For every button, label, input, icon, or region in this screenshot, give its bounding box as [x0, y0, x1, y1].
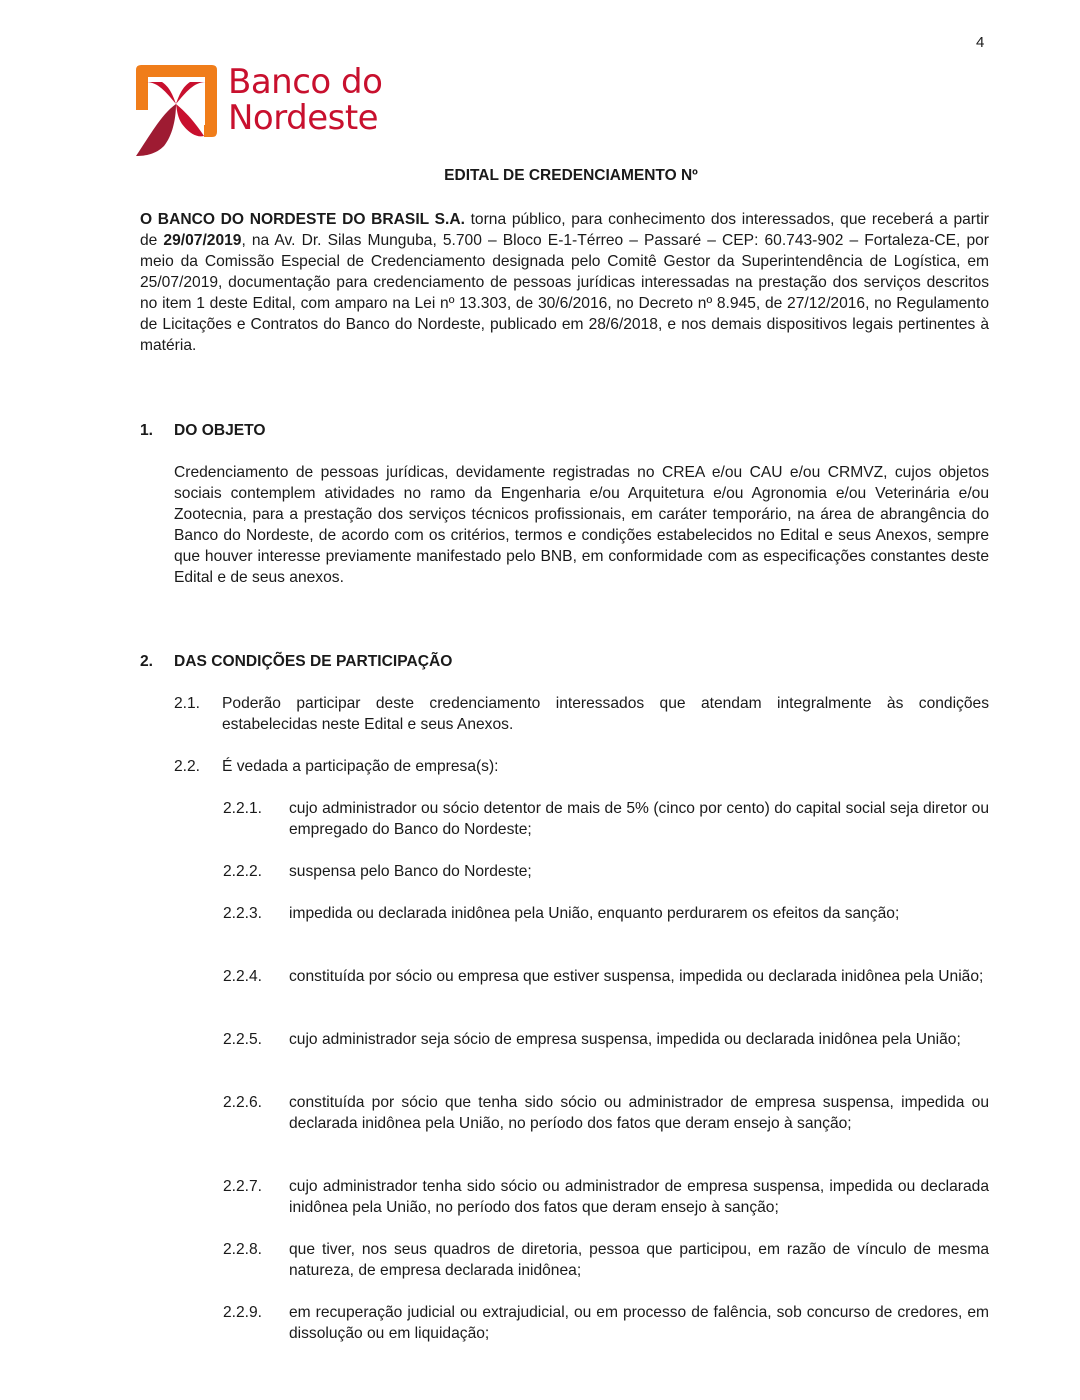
bank-name: O BANCO DO NORDESTE DO BRASIL S.A.: [140, 211, 465, 228]
item-number: 2.1.: [174, 695, 201, 712]
start-date: 29/07/2019: [163, 232, 242, 249]
item-text: É vedada a participação de empresa(s):: [222, 758, 499, 775]
item-text: constituída por sócio que tenha sido sócio ou administrador de empresa suspensa, impedida ou declarada inidônea pela União, no período dos fatos que deram ensejo à sanção;: [289, 1094, 989, 1132]
item-number: 2.2.4.: [223, 968, 263, 985]
logo-emblem-icon: [132, 62, 222, 158]
intro-paragraph: [140, 209, 989, 356]
item-text: cujo administrador tenha sido sócio ou administrador de empresa suspensa, impedida ou declarada inidônea pela União, no período dos fatos que deram ensejo à sanção;: [289, 1178, 989, 1216]
item-number: 2.2.1.: [223, 800, 263, 817]
item-number: 2.2.9.: [223, 1304, 263, 1321]
page-number: 4: [976, 34, 985, 51]
item-number: 2.2.2.: [223, 863, 263, 880]
section-number: 2.: [140, 653, 154, 670]
intro-part-1: torna público, para conhecimento dos interessados, que receberá a partir de: [140, 211, 989, 249]
item-text: cujo administrador ou sócio detentor de mais de 5% (cinco por cento) do capital social seja diretor ou empregado do Banco do Nordeste;: [289, 800, 989, 838]
item-number: 2.2.3.: [223, 905, 263, 922]
item-number: 2.2.8.: [223, 1241, 263, 1258]
item-text: suspensa pelo Banco do Nordeste;: [289, 863, 532, 880]
item-text: constituída por sócio ou empresa que estiver suspensa, impedida ou declarada inidônea pela União;: [289, 968, 984, 985]
section-number: 1.: [140, 422, 154, 439]
item-text: em recuperação judicial ou extrajudicial, ou em processo de falência, sob concurso de credores, em dissolução ou em liquidação;: [289, 1304, 989, 1342]
item-number: 2.2.7.: [223, 1178, 263, 1195]
item-text: Poderão participar deste credenciamento interessados que atendam integralmente às condições estabelecidas neste Edital e seus Anexos.: [222, 695, 989, 733]
section-title: DAS CONDIÇÕES DE PARTICIPAÇÃO: [174, 653, 453, 670]
item-text: cujo administrador seja sócio de empresa suspensa, impedida ou declarada inidônea pela União;: [289, 1031, 961, 1048]
title-text: EDITAL DE CREDENCIAMENTO Nº: [444, 167, 698, 184]
item-number: 2.2.6.: [223, 1094, 263, 1111]
bank-logo: [132, 62, 402, 158]
section-1-text: Credenciamento de pessoas jurídicas, devidamente registradas no CREA e/ou CAU e/ou CRMVZ, cujos objetos sociais contemplem atividades no ramo da Engenharia e/ou Arquitetura e/ou Agronomia e/ou Veterinária e/ou Zootecnia, para a prestação dos serviços técnicos profissionais, em caráter temporário, na área de abrangência do Banco do Nordeste, de acordo com os critérios, termos e condições estabelecidos no Edital e seus Anexos, sempre que houver interesse previamente manifestado pelo BNB, em conformidade com as especificações constantes deste Edital e de seus anexos.: [174, 464, 989, 586]
logo-line-2: Nordeste: [228, 98, 379, 138]
document-title: [0, 167, 1080, 185]
logo-wordmark: [228, 64, 382, 136]
item-text: impedida ou declarada inidônea pela União, enquanto perdurarem os efeitos da sanção;: [289, 905, 900, 922]
intro-part-2: , na Av. Dr. Silas Munguba, 5.700 – Bloco E-1-Térreo – Passaré – CEP: 60.743-902 – Fortaleza-CE, por meio da Comissão Especial de Credenciamento designada pelo Comitê Gestor da Superintendência de Logística, em 25/07/2019, documentação para credenciamento de pessoas jurídicas interessadas na prestação dos serviços descritos no item 1 deste Edital, com amparo na Lei nº 13.303, de 30/6/2016, no Decreto nº 8.945, de 27/12/2016, no Regulamento de Licitações e Contratos do Banco do Nordeste, publicado em 28/6/2018, e nos demais dispositivos legais pertinentes à matéria.: [140, 232, 989, 354]
item-text: que tiver, nos seus quadros de diretoria, pessoa que participou, em razão de vínculo de mesma natureza, de empresa declarada inidônea;: [289, 1241, 989, 1279]
item-number: 2.2.5.: [223, 1031, 263, 1048]
item-number: 2.2.: [174, 758, 201, 775]
logo-line-1: Banco do: [228, 62, 383, 102]
section-title: DO OBJETO: [174, 422, 266, 439]
